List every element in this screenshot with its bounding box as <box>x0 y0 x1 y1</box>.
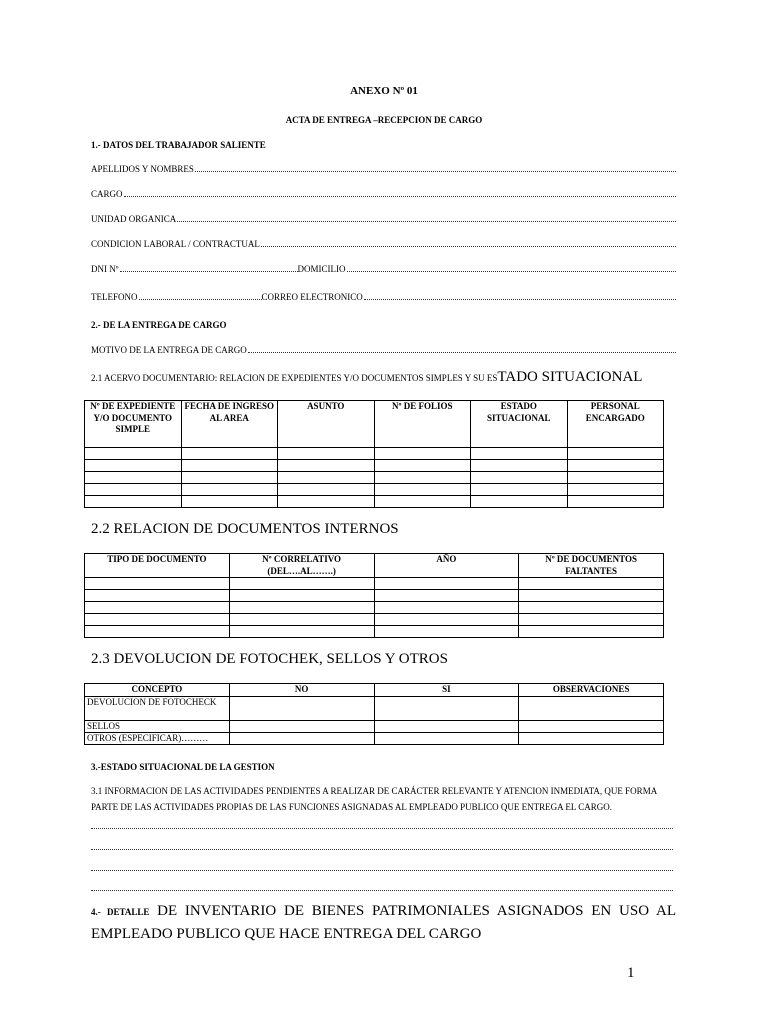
condicion-label: CONDICION LABORAL / CONTRACTUAL <box>91 239 260 249</box>
table-row[interactable] <box>85 720 664 732</box>
table-row[interactable] <box>85 590 664 602</box>
apellidos-field[interactable] <box>91 164 676 174</box>
table-row[interactable] <box>85 484 664 496</box>
page-subtitle: ACTA DE ENTREGA –RECEPCION DE CARGO <box>285 115 483 125</box>
col-expediente: Nº DE EXPEDIENTE Y/O DOCUMENTO SIMPLE <box>85 401 182 448</box>
telefono-label: TELEFONO <box>91 292 138 302</box>
table-row[interactable] <box>85 614 664 626</box>
table-row[interactable] <box>85 496 664 508</box>
domicilio-dotted-line <box>347 271 676 272</box>
col-estado: ESTADO SITUACIONAL <box>471 401 568 448</box>
col-correlativo: Nº CORRELATIVO (DEL….AL…….) <box>229 554 374 578</box>
pending-line-2[interactable] <box>91 849 673 850</box>
col-folios: Nº DE FOLIOS <box>374 401 471 448</box>
table-header-row <box>85 401 664 448</box>
col-observaciones: OBSERVACIONES <box>519 684 664 697</box>
table-row[interactable] <box>85 448 664 460</box>
motivo-field[interactable] <box>91 345 676 355</box>
table-row[interactable] <box>85 460 664 472</box>
motivo-label: MOTIVO DE LA ENTREGA DE CARGO <box>91 345 247 355</box>
condicion-dotted-line <box>261 246 676 247</box>
motivo-dotted-line <box>248 352 676 353</box>
unidad-label: UNIDAD ORGANICA <box>91 214 177 224</box>
section4-prefix: 4.- DETALLE <box>91 907 150 917</box>
col-tipo-documento: TIPO DE DOCUMENTO <box>85 554 230 578</box>
domicilio-label: DOMICILIO <box>297 264 346 274</box>
sub22-title: 2.2 RELACION DE DOCUMENTOS INTERNOS <box>91 521 399 537</box>
unidad-dotted-line <box>177 221 676 222</box>
concepto-otros: OTROS (ESPECIFICAR)……… <box>85 732 230 744</box>
col-anio: AÑO <box>374 554 519 578</box>
dni-dotted-line <box>120 271 298 272</box>
table-row[interactable] <box>85 732 664 744</box>
table-row[interactable] <box>85 626 664 638</box>
table-header-row <box>85 684 664 697</box>
apellidos-label: APELLIDOS Y NOMBRES <box>91 164 194 174</box>
section1-heading: 1.- DATOS DEL TRABAJADOR SALIENTE <box>91 140 266 150</box>
col-si: SI <box>374 684 519 697</box>
section3-text: 3.1 INFORMACION DE LAS ACTIVIDADES PENDIENTES A REALIZAR DE CARÁCTER RELEVANTE Y ATENCION INMEDIATA, QUE FORMA PARTE DE LAS ACTIVIDADES PROPIAS DE LAS FUNCIONES ASIGNADAS AL EMPLEADO PUBLICO QUE ENTREGA EL CARGO. <box>91 786 657 812</box>
table-row[interactable] <box>85 472 664 484</box>
devolucion-table <box>84 683 664 745</box>
concepto-devolucion: DEVOLUCION DE FOTOCHECK <box>85 696 230 720</box>
sub21-heading <box>91 368 642 386</box>
cargo-label: CARGO <box>91 189 123 199</box>
table-header-row <box>85 554 664 578</box>
cargo-field[interactable] <box>91 189 676 199</box>
section2-heading: 2.- DE LA ENTREGA DE CARGO <box>91 320 227 330</box>
section3-heading: 3.-ESTADO SITUACIONAL DE LA GESTION <box>91 762 275 772</box>
col-fecha-ingreso: FECHA DE INGRESO AL AREA <box>181 401 278 448</box>
table-row[interactable] <box>85 696 664 720</box>
table-row[interactable] <box>85 602 664 614</box>
col-concepto: CONCEPTO <box>85 684 230 697</box>
telefono-correo-field[interactable] <box>91 292 676 302</box>
unidad-field[interactable] <box>91 214 676 224</box>
concepto-sellos: SELLOS <box>85 720 230 732</box>
sub23-title: 2.3 DEVOLUCION DE FOTOCHEK, SELLOS Y OTROS <box>91 651 448 667</box>
pending-line-1[interactable] <box>91 828 673 829</box>
table-row[interactable] <box>85 578 664 590</box>
col-faltantes: Nº DE DOCUMENTOS FALTANTES <box>519 554 664 578</box>
correo-label: CORREO ELECTRONICO <box>261 292 363 302</box>
cargo-dotted-line <box>124 196 676 197</box>
condicion-field[interactable] <box>91 239 676 249</box>
sub21-text-large: TADO SITUACIONAL <box>497 369 643 385</box>
dni-domicilio-field[interactable] <box>91 264 676 274</box>
documentos-internos-table <box>84 553 664 638</box>
section4-text <box>91 900 676 945</box>
expedientes-table <box>84 400 664 508</box>
col-asunto: ASUNTO <box>278 401 375 448</box>
page-number: 1 <box>627 965 635 981</box>
pending-line-4[interactable] <box>91 890 673 891</box>
page-title: ANEXO Nº 01 <box>350 85 418 97</box>
section4-body: DE INVENTARIO DE BIENES PATRIMONIALES ASIGNADOS EN USO AL EMPLEADO PUBLICO QUE HACE ENTREGA DEL CARGO <box>91 903 676 942</box>
telefono-dotted-line <box>139 299 262 300</box>
col-no: NO <box>229 684 374 697</box>
correo-dotted-line <box>364 299 676 300</box>
dni-label: DNI Nº <box>91 264 119 274</box>
apellidos-dotted-line <box>195 171 676 172</box>
pending-line-3[interactable] <box>91 870 673 871</box>
col-personal: PERSONAL ENCARGADO <box>567 401 664 448</box>
sub21-text-small: 2.1 ACERVO DOCUMENTARIO: RELACION DE EXPEDIENTES Y/O DOCUMENTOS SIMPLES Y SU ES <box>91 373 498 383</box>
